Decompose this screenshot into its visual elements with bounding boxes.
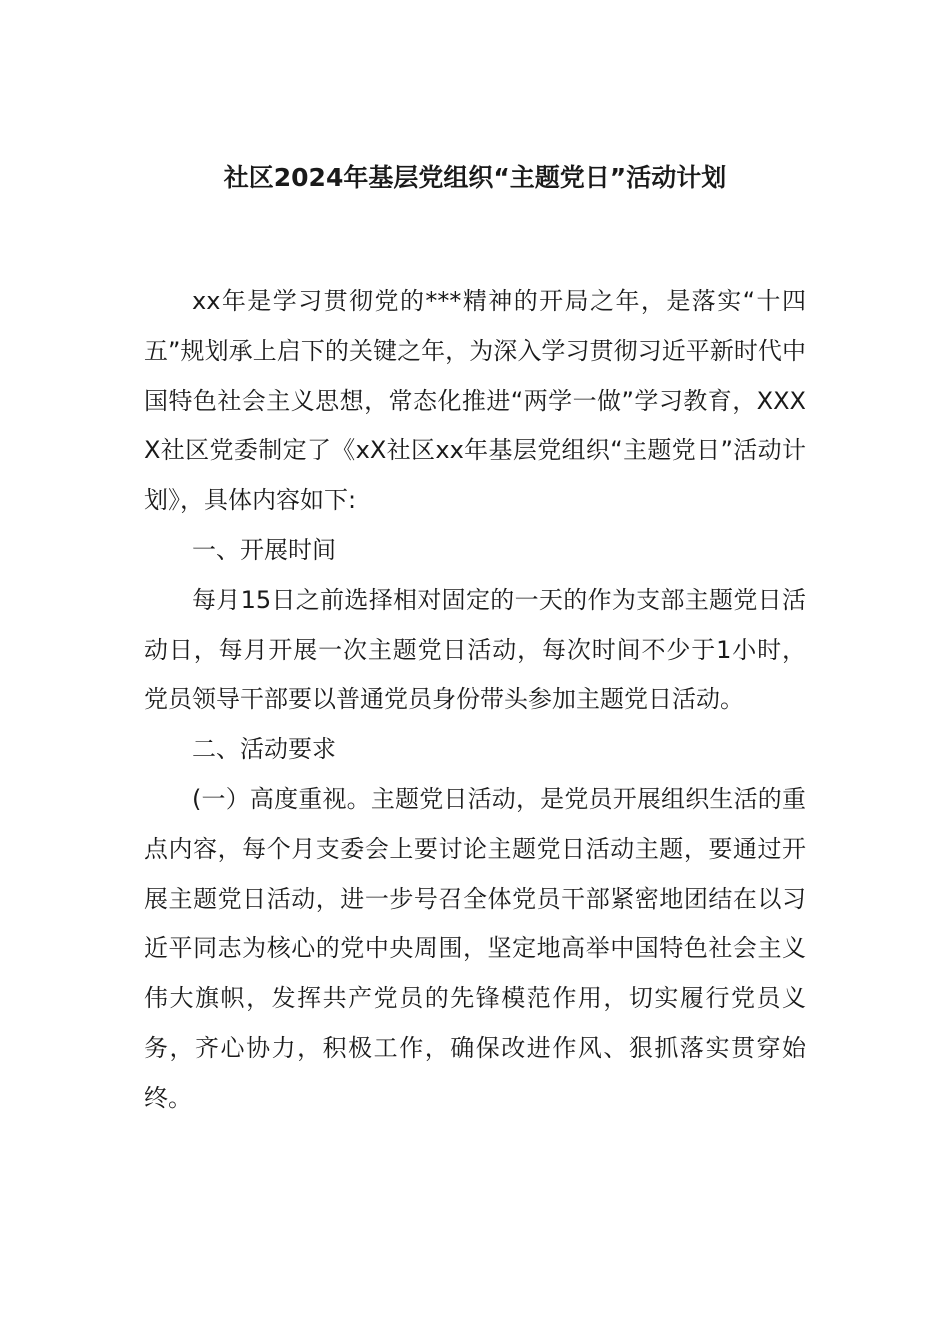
document-title: 社区2024年基层党组织“主题党日”活动计划 xyxy=(223,163,727,192)
section-heading-schedule: 一、开展时间 xyxy=(192,535,336,564)
requirement-paragraph-1: (一）高度重视。主题党日活动，是党员开展组织生活的重点内容，每个月支委会上要讨论主题党日活动主题，要通过开展主题党日活动，进一步号召全体党员干部紧密地团结在以习近平同志为核心的党中央周围，坚定地高举中国特色社会主义伟大旗帜，发挥共产党员的先锋模范作用，切实履行党员义务，齐心协力，积极工作，确保改进作风、狠抓落实贯穿始终。 xyxy=(144,784,806,1112)
section-heading-requirements: 二、活动要求 xyxy=(192,735,336,764)
schedule-paragraph: 每月15日之前选择相对固定的一天的作为支部主题党日活动日，每月开展一次主题党日活动，每次时间不少于1小时，党员领导干部要以普通党员身份带头参加主题党日活动。 xyxy=(144,585,806,714)
intro-paragraph: xx年是学习贯彻党的***精神的开局之年，是落实“十四五”规划承上启下的关键之年，为深入学习贯彻习近平新时代中国特色社会主义思想，常态化推进“两学一做”学习教育，XXXX社区党委制定了《xX社区xx年基层党组织“主题党日”活动计划》，具体内容如下: xyxy=(144,287,806,515)
document-body xyxy=(144,277,806,1124)
